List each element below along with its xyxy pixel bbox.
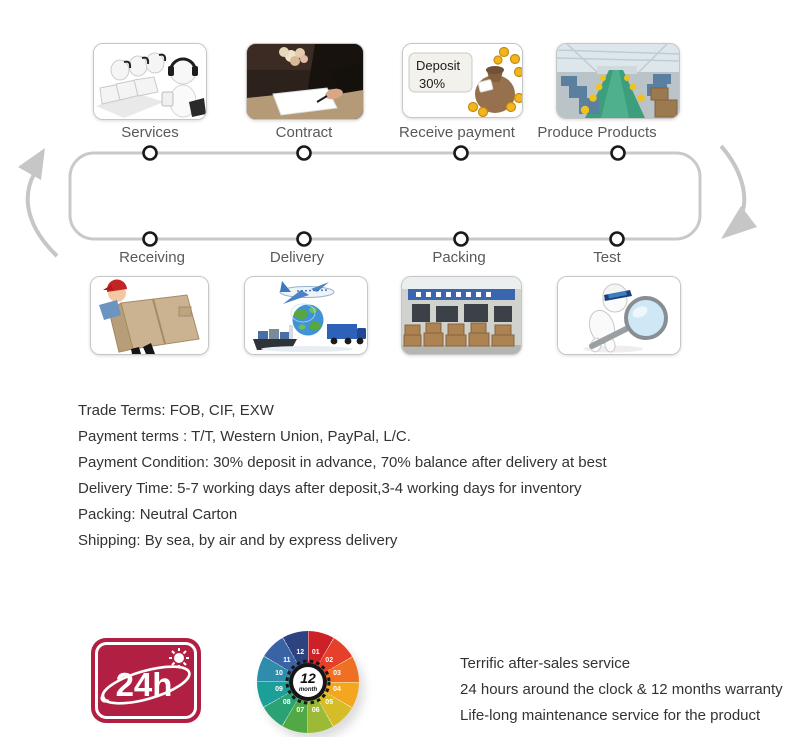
after-sales-line-1: Terrific after-sales service	[460, 655, 631, 672]
produce-products-illustration	[557, 44, 679, 118]
wheel-month-number: 05	[325, 699, 334, 707]
step-label-contract: Contract	[275, 124, 333, 141]
terms-line-trade: Trade Terms: FOB, CIF, EXW	[78, 402, 274, 419]
step-image-packing	[401, 276, 522, 355]
after-sales-line-3: Life-long maintenance service for the product	[460, 707, 761, 724]
receive-payment-illustration	[403, 44, 522, 117]
wheel-month-number: 03	[333, 670, 341, 678]
step-image-contract	[246, 43, 364, 120]
after-sales-line-2: 24 hours around the clock & 12 months warranty	[460, 681, 783, 698]
connector-dot	[455, 147, 468, 160]
deposit-overlay-line1: Deposit	[416, 58, 461, 73]
terms-line-payment-condition: Payment Condition: 30% deposit in advance, 70% balance after delivery at best	[78, 454, 607, 471]
wheel-month-number: 01	[311, 649, 320, 657]
step-label-test: Test	[593, 249, 621, 266]
step-label-produce-products: Produce Products	[537, 124, 657, 141]
24h-badge-label: 24h	[115, 666, 173, 703]
step-image-receiving	[90, 276, 209, 355]
wheel-month-number: 11	[283, 656, 291, 664]
connector-dot	[144, 147, 157, 160]
delivery-illustration	[245, 277, 367, 354]
step-image-services	[93, 43, 207, 120]
terms-line-delivery-time: Delivery Time: 5-7 working days after deposit,3-4 working days for inventory	[78, 480, 582, 497]
wheel-month-number: 04	[333, 685, 341, 693]
step-label-receiving: Receiving	[119, 249, 185, 266]
connector-dot	[144, 233, 157, 246]
connector-dot	[611, 233, 624, 246]
wheel-hub	[282, 656, 334, 708]
connector-dot	[612, 147, 625, 160]
step-image-delivery	[244, 276, 368, 355]
wheel-month-number: 08	[282, 699, 291, 707]
connector-dot	[298, 147, 311, 160]
wheel-month-number: 10	[275, 670, 283, 678]
flow-rounded-track	[70, 153, 700, 239]
wheel-center-number: 12	[300, 670, 316, 686]
24h-badge-icon	[90, 637, 202, 724]
receiving-illustration	[91, 277, 208, 354]
step-image-test	[557, 276, 681, 355]
services-illustration	[94, 44, 206, 119]
wheel-month-number: 06	[311, 706, 320, 714]
terms-line-shipping: Shipping: By sea, by air and by express delivery	[78, 532, 398, 549]
sun-icon	[169, 648, 189, 668]
wheel-month-number: 09	[275, 685, 283, 693]
test-illustration	[558, 277, 680, 354]
cycle-arrow-left-icon	[18, 148, 57, 256]
packing-illustration	[402, 277, 521, 354]
trade-terms-block	[78, 398, 607, 554]
step-image-produce-products	[556, 43, 680, 119]
connector-dot	[298, 233, 311, 246]
deposit-overlay-line2: 30%	[419, 76, 446, 91]
terms-line-payment-terms: Payment terms : T/T, Western Union, PayPal, L/C.	[78, 428, 411, 445]
after-sales-text-block	[460, 651, 783, 729]
cycle-arrow-right-icon	[721, 146, 757, 239]
wheel-month-number: 07	[296, 706, 305, 714]
step-image-receive-payment	[402, 43, 523, 118]
wheel-month-number: 12	[296, 649, 305, 657]
connector-dot	[455, 233, 468, 246]
terms-line-packing: Packing: Neutral Carton	[78, 506, 238, 523]
wheel-center-word: month	[298, 687, 318, 693]
step-label-receive-payment: Receive payment	[399, 124, 515, 141]
wheel-month-number: 02	[325, 656, 334, 664]
contract-illustration	[247, 44, 363, 119]
12-month-warranty-wheel-icon	[257, 631, 359, 733]
step-label-delivery: Delivery	[269, 249, 325, 266]
step-label-packing: Packing	[432, 249, 486, 266]
step-label-services: Services	[121, 124, 179, 141]
